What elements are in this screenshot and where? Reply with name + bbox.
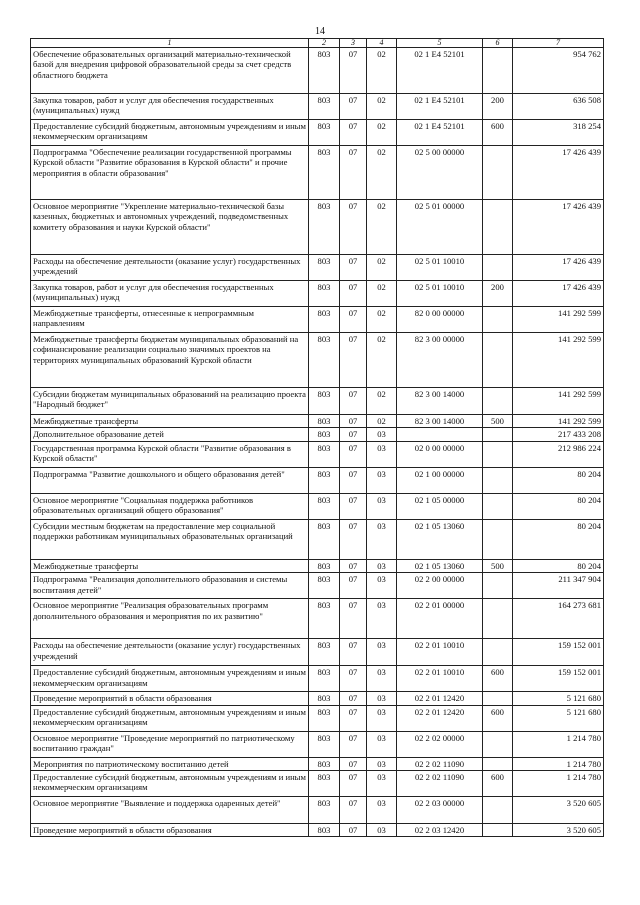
row-name-cell: Межбюджетные трансферты, отнесенные к непрограммным направлениям	[31, 307, 309, 333]
section-code-cell: 07	[340, 388, 367, 415]
expense-type-cell	[483, 519, 513, 559]
ved-code-cell: 803	[309, 467, 340, 493]
ved-code-cell: 803	[309, 705, 340, 731]
page-number: 14	[315, 26, 325, 37]
amount-cell: 5 121 680	[513, 705, 604, 731]
section-code-cell: 07	[340, 441, 367, 467]
section-code-cell: 07	[340, 146, 367, 200]
ved-code-cell: 803	[309, 639, 340, 666]
amount-cell: 141 292 599	[513, 388, 604, 415]
expense-type-cell	[483, 797, 513, 824]
expense-type-cell	[483, 428, 513, 441]
ved-code-cell: 803	[309, 666, 340, 692]
section-code-cell: 07	[340, 824, 367, 837]
section-code-cell: 07	[340, 692, 367, 705]
target-article-cell: 02 1 E4 52101	[397, 94, 483, 120]
expense-type-cell	[483, 467, 513, 493]
column-header: 5	[397, 39, 483, 48]
ved-code-cell: 803	[309, 519, 340, 559]
ved-code-cell: 803	[309, 307, 340, 333]
amount-cell: 141 292 599	[513, 307, 604, 333]
amount-cell: 159 152 001	[513, 639, 604, 666]
amount-cell: 164 273 681	[513, 599, 604, 639]
ved-code-cell: 803	[309, 255, 340, 281]
target-article-cell: 02 2 00 00000	[397, 573, 483, 599]
ved-code-cell: 803	[309, 146, 340, 200]
amount-cell: 3 520 605	[513, 797, 604, 824]
section-code-cell: 07	[340, 705, 367, 731]
section-code-cell: 07	[340, 120, 367, 146]
row-name-cell: Основное мероприятие "Выявление и поддержка одаренных детей"	[31, 797, 309, 824]
row-name-cell: Закупка товаров, работ и услуг для обеспечения государственных (муниципальных) нужд	[31, 281, 309, 307]
row-name-cell: Предоставление субсидий бюджетным, автономным учреждениям и иным некоммерческим организациям	[31, 771, 309, 797]
table-row	[31, 493, 604, 519]
row-name-cell: Предоставление субсидий бюджетным, автономным учреждениям и иным некоммерческим организациям	[31, 666, 309, 692]
table-row	[31, 467, 604, 493]
row-name-cell: Межбюджетные трансферты бюджетам муниципальных образований на софинансирование реализации социально значимых проектов на территориях муниципальных образований Курской области	[31, 333, 309, 388]
ved-code-cell: 803	[309, 94, 340, 120]
column-header: 3	[340, 39, 367, 48]
target-article-cell: 02 2 03 00000	[397, 797, 483, 824]
expense-type-cell	[483, 48, 513, 94]
ved-code-cell: 803	[309, 573, 340, 599]
row-name-cell: Основное мероприятие "Проведение мероприятий по патриотическому воспитанию граждан"	[31, 731, 309, 757]
subsection-code-cell: 03	[367, 771, 397, 797]
row-name-cell: Проведение мероприятий в области образования	[31, 824, 309, 837]
amount-cell: 211 347 904	[513, 573, 604, 599]
target-article-cell: 02 1 05 13060	[397, 559, 483, 572]
expense-type-cell	[483, 493, 513, 519]
ved-code-cell: 803	[309, 771, 340, 797]
target-article-cell: 82 3 00 14000	[397, 415, 483, 428]
subsection-code-cell: 03	[367, 441, 397, 467]
subsection-code-cell: 02	[367, 415, 397, 428]
section-code-cell: 07	[340, 493, 367, 519]
column-header: 7	[513, 39, 604, 48]
row-name-cell: Подпрограмма "Обеспечение реализации государственной программы Курской области "Развитие образования в Курской области" и прочие мероприятия в области образования"	[31, 146, 309, 200]
expense-type-cell: 200	[483, 281, 513, 307]
section-code-cell: 07	[340, 519, 367, 559]
ved-code-cell: 803	[309, 200, 340, 255]
subsection-code-cell: 03	[367, 797, 397, 824]
subsection-code-cell: 03	[367, 666, 397, 692]
expense-type-cell	[483, 200, 513, 255]
target-article-cell: 02 2 01 10010	[397, 666, 483, 692]
expense-type-cell	[483, 639, 513, 666]
column-header: 2	[309, 39, 340, 48]
subsection-code-cell: 03	[367, 599, 397, 639]
column-header: 4	[367, 39, 397, 48]
row-name-cell: Проведение мероприятий в области образования	[31, 692, 309, 705]
amount-cell: 17 426 439	[513, 200, 604, 255]
expense-type-cell	[483, 599, 513, 639]
ved-code-cell: 803	[309, 493, 340, 519]
row-name-cell: Государственная программа Курской области "Развитие образования в Курской области"	[31, 441, 309, 467]
table-row	[31, 146, 604, 200]
row-name-cell: Расходы на обеспечение деятельности (оказание услуг) государственных учреждений	[31, 639, 309, 666]
amount-cell: 80 204	[513, 559, 604, 572]
amount-cell: 80 204	[513, 519, 604, 559]
amount-cell: 5 121 680	[513, 692, 604, 705]
section-code-cell: 07	[340, 573, 367, 599]
section-code-cell: 07	[340, 559, 367, 572]
section-code-cell: 07	[340, 48, 367, 94]
section-code-cell: 07	[340, 771, 367, 797]
target-article-cell: 02 1 00 00000	[397, 467, 483, 493]
table-row	[31, 333, 604, 388]
target-article-cell: 02 5 00 00000	[397, 146, 483, 200]
table-row	[31, 94, 604, 120]
section-code-cell: 07	[340, 415, 367, 428]
subsection-code-cell: 03	[367, 731, 397, 757]
table-row	[31, 731, 604, 757]
expense-type-cell	[483, 573, 513, 599]
row-name-cell: Основное мероприятие "Социальная поддержка работников образовательных организаций общего образования"	[31, 493, 309, 519]
target-article-cell: 02 1 05 00000	[397, 493, 483, 519]
subsection-code-cell: 02	[367, 94, 397, 120]
ved-code-cell: 803	[309, 415, 340, 428]
table-row	[31, 705, 604, 731]
target-article-cell: 02 2 02 00000	[397, 731, 483, 757]
table-row	[31, 824, 604, 837]
target-article-cell: 82 0 00 00000	[397, 307, 483, 333]
budget-table	[30, 38, 604, 837]
section-code-cell: 07	[340, 639, 367, 666]
table-row	[31, 692, 604, 705]
row-name-cell: Основное мероприятие "Укрепление материально-технической базы казенных, бюджетных и автономных учреждений, подведомственных комитету образования и науки Курской области"	[31, 200, 309, 255]
expense-type-cell: 500	[483, 559, 513, 572]
table-row	[31, 573, 604, 599]
subsection-code-cell: 03	[367, 573, 397, 599]
target-article-cell: 02 2 02 11090	[397, 757, 483, 770]
table-row	[31, 200, 604, 255]
row-name-cell: Обеспечение образовательных организаций материально-технической базой для внедрения цифровой образовательной среды за счет средств областного бюджета	[31, 48, 309, 94]
subsection-code-cell: 03	[367, 692, 397, 705]
subsection-code-cell: 03	[367, 519, 397, 559]
table-row	[31, 757, 604, 770]
row-name-cell: Подпрограмма "Реализация дополнительного образования и системы воспитания детей"	[31, 573, 309, 599]
subsection-code-cell: 02	[367, 307, 397, 333]
amount-cell: 80 204	[513, 493, 604, 519]
table-row	[31, 666, 604, 692]
section-code-cell: 07	[340, 666, 367, 692]
target-article-cell: 82 3 00 14000	[397, 388, 483, 415]
amount-cell: 141 292 599	[513, 333, 604, 388]
subsection-code-cell: 02	[367, 281, 397, 307]
expense-type-cell: 600	[483, 666, 513, 692]
subsection-code-cell: 02	[367, 255, 397, 281]
target-article-cell: 02 2 01 12420	[397, 705, 483, 731]
target-article-cell: 02 2 01 12420	[397, 692, 483, 705]
section-code-cell: 07	[340, 94, 367, 120]
amount-cell: 212 986 224	[513, 441, 604, 467]
ved-code-cell: 803	[309, 48, 340, 94]
target-article-cell: 02 5 01 10010	[397, 255, 483, 281]
amount-cell: 17 426 439	[513, 146, 604, 200]
section-code-cell: 07	[340, 428, 367, 441]
table-row	[31, 415, 604, 428]
row-name-cell: Дополнительное образование детей	[31, 428, 309, 441]
table-row	[31, 519, 604, 559]
expense-type-cell: 500	[483, 415, 513, 428]
table-row	[31, 428, 604, 441]
expense-type-cell	[483, 146, 513, 200]
expense-type-cell	[483, 307, 513, 333]
subsection-code-cell: 02	[367, 48, 397, 94]
subsection-code-cell: 03	[367, 493, 397, 519]
target-article-cell: 02 5 01 10010	[397, 281, 483, 307]
table-row	[31, 388, 604, 415]
subsection-code-cell: 02	[367, 388, 397, 415]
row-name-cell: Закупка товаров, работ и услуг для обеспечения государственных (муниципальных) нужд	[31, 94, 309, 120]
expense-type-cell	[483, 692, 513, 705]
row-name-cell: Предоставление субсидий бюджетным, автономным учреждениям и иным некоммерческим организациям	[31, 120, 309, 146]
section-code-cell: 07	[340, 200, 367, 255]
ved-code-cell: 803	[309, 559, 340, 572]
amount-cell: 141 292 599	[513, 415, 604, 428]
section-code-cell: 07	[340, 255, 367, 281]
ved-code-cell: 803	[309, 797, 340, 824]
section-code-cell: 07	[340, 599, 367, 639]
expense-type-cell	[483, 333, 513, 388]
amount-cell: 3 520 605	[513, 824, 604, 837]
subsection-code-cell: 03	[367, 559, 397, 572]
row-name-cell: Субсидии местным бюджетам на предоставление мер социальной поддержки работникам муниципальных образовательных организаций	[31, 519, 309, 559]
row-name-cell: Расходы на обеспечение деятельности (оказание услуг) государственных учреждений	[31, 255, 309, 281]
ved-code-cell: 803	[309, 333, 340, 388]
amount-cell: 954 762	[513, 48, 604, 94]
expense-type-cell: 600	[483, 705, 513, 731]
table-row	[31, 771, 604, 797]
amount-cell: 17 426 439	[513, 255, 604, 281]
row-name-cell: Мероприятия по патриотическому воспитанию детей	[31, 757, 309, 770]
section-code-cell: 07	[340, 757, 367, 770]
subsection-code-cell: 03	[367, 757, 397, 770]
ved-code-cell: 803	[309, 120, 340, 146]
table-row	[31, 559, 604, 572]
amount-cell: 80 204	[513, 467, 604, 493]
expense-type-cell	[483, 441, 513, 467]
amount-cell: 159 152 001	[513, 666, 604, 692]
subsection-code-cell: 03	[367, 705, 397, 731]
ved-code-cell: 803	[309, 757, 340, 770]
subsection-code-cell: 03	[367, 428, 397, 441]
amount-cell: 1 214 780	[513, 771, 604, 797]
row-name-cell: Подпрограмма "Развитие дошкольного и общего образования детей"	[31, 467, 309, 493]
expense-type-cell	[483, 731, 513, 757]
column-header: 1	[31, 39, 309, 48]
section-code-cell: 07	[340, 467, 367, 493]
amount-cell: 318 254	[513, 120, 604, 146]
subsection-code-cell: 03	[367, 467, 397, 493]
target-article-cell: 02 1 E4 52101	[397, 120, 483, 146]
subsection-code-cell: 02	[367, 120, 397, 146]
amount-cell: 1 214 780	[513, 757, 604, 770]
section-code-cell: 07	[340, 731, 367, 757]
ved-code-cell: 803	[309, 692, 340, 705]
ved-code-cell: 803	[309, 824, 340, 837]
column-header: 6	[483, 39, 513, 48]
ved-code-cell: 803	[309, 281, 340, 307]
subsection-code-cell: 02	[367, 146, 397, 200]
target-article-cell: 02 2 01 10010	[397, 639, 483, 666]
expense-type-cell: 600	[483, 120, 513, 146]
table-header-row	[31, 39, 604, 48]
target-article-cell: 02 1 E4 52101	[397, 48, 483, 94]
subsection-code-cell: 03	[367, 639, 397, 666]
target-article-cell: 02 5 01 00000	[397, 200, 483, 255]
expense-type-cell: 200	[483, 94, 513, 120]
ved-code-cell: 803	[309, 599, 340, 639]
table-row	[31, 599, 604, 639]
table-body	[31, 48, 604, 837]
row-name-cell: Основное мероприятие "Реализация образовательных программ дополнительного образования и мероприятия по их развитию"	[31, 599, 309, 639]
table-row	[31, 255, 604, 281]
expense-type-cell: 600	[483, 771, 513, 797]
table-row	[31, 307, 604, 333]
target-article-cell: 82 3 00 00000	[397, 333, 483, 388]
row-name-cell: Субсидии бюджетам муниципальных образований на реализацию проекта "Народный бюджет"	[31, 388, 309, 415]
row-name-cell: Межбюджетные трансферты	[31, 559, 309, 572]
table-row	[31, 120, 604, 146]
ved-code-cell: 803	[309, 428, 340, 441]
target-article-cell: 02 2 01 00000	[397, 599, 483, 639]
amount-cell: 636 508	[513, 94, 604, 120]
expense-type-cell	[483, 255, 513, 281]
target-article-cell: 02 2 03 12420	[397, 824, 483, 837]
target-article-cell: 02 1 05 13060	[397, 519, 483, 559]
expense-type-cell	[483, 388, 513, 415]
section-code-cell: 07	[340, 333, 367, 388]
target-article-cell	[397, 428, 483, 441]
expense-type-cell	[483, 757, 513, 770]
table-row	[31, 797, 604, 824]
ved-code-cell: 803	[309, 388, 340, 415]
row-name-cell: Межбюджетные трансферты	[31, 415, 309, 428]
table-row	[31, 639, 604, 666]
amount-cell: 17 426 439	[513, 281, 604, 307]
table-row	[31, 48, 604, 94]
section-code-cell: 07	[340, 281, 367, 307]
expense-type-cell	[483, 824, 513, 837]
subsection-code-cell: 02	[367, 333, 397, 388]
target-article-cell: 02 2 02 11090	[397, 771, 483, 797]
subsection-code-cell: 02	[367, 200, 397, 255]
amount-cell: 1 214 780	[513, 731, 604, 757]
ved-code-cell: 803	[309, 441, 340, 467]
ved-code-cell: 803	[309, 731, 340, 757]
section-code-cell: 07	[340, 307, 367, 333]
amount-cell: 217 433 208	[513, 428, 604, 441]
table-row	[31, 441, 604, 467]
row-name-cell: Предоставление субсидий бюджетным, автономным учреждениям и иным некоммерческим организациям	[31, 705, 309, 731]
table-row	[31, 281, 604, 307]
subsection-code-cell: 03	[367, 824, 397, 837]
section-code-cell: 07	[340, 797, 367, 824]
target-article-cell: 02 0 00 00000	[397, 441, 483, 467]
